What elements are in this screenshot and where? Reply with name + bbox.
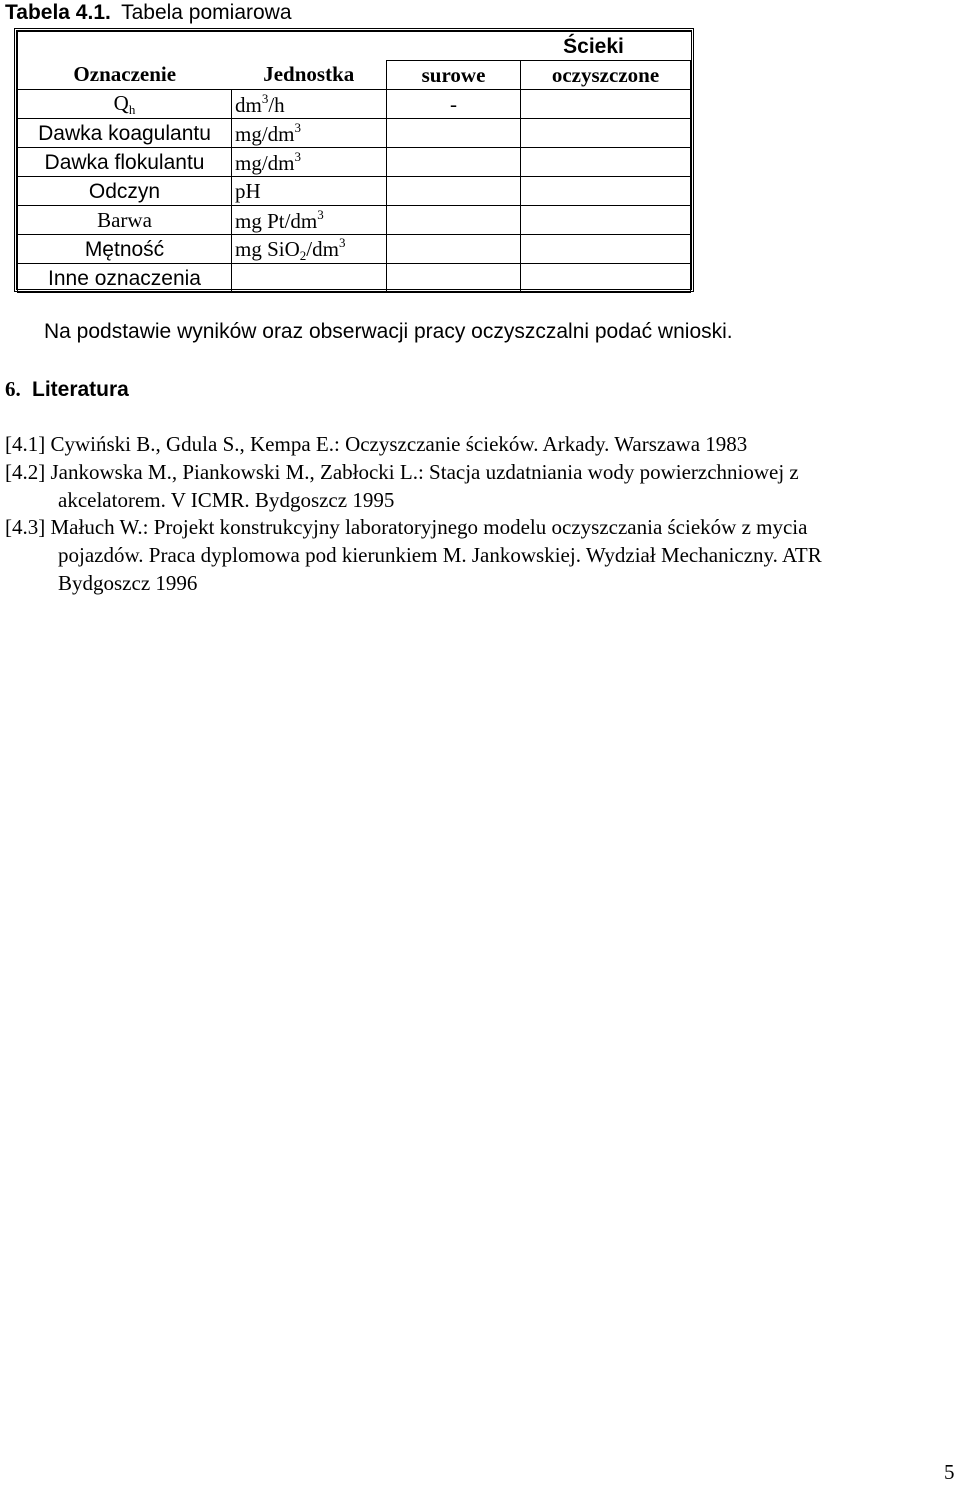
row-surowe [387,206,521,235]
row-unit: $mg/dm^3$ [232,119,387,148]
header-surowe: surowe [387,61,521,90]
row-surowe [387,264,521,293]
row-oczyszczone [521,119,691,148]
row-name: Dawka koagulantu [18,119,232,148]
caption-label: Tabela 4.1. [5,1,111,24]
section-number: 6. [5,377,21,401]
reference-item [5,513,958,597]
reference-id: [4.3] [5,515,46,539]
row-oczyszczone [521,90,691,119]
row-surowe [387,119,521,148]
table-row [18,90,691,119]
header-oznaczenie: Oznaczenie [18,61,232,90]
reference-line: pojazdów. Praca dyplomowa pod kierunkiem M. Jankowskiej. Wydział Mechaniczny. ATR [58,543,822,567]
row-unit: $dm^3/h$ [232,90,387,119]
reference-text: Cywiński B., Gdula S., Kempa E.: Oczyszczanie ścieków. Arkady. Warszawa 1983 [50,432,748,456]
caption-title: Tabela pomiarowa [121,1,292,24]
row-unit: mg $Pt/dm^3$ [232,206,387,235]
row-unit [232,264,387,293]
table-row [18,206,691,235]
conclusion-text: Na podstawie wyników oraz obserwacji pracy oczyszczalni podać wnioski. [44,320,733,343]
row-name: Barwa [18,206,232,235]
reference-item [5,430,958,458]
reference-line: Bydgoszcz 1996 [58,571,198,595]
row-surowe: - [387,90,521,119]
table-row [18,119,691,148]
row-surowe [387,235,521,264]
row-surowe [387,177,521,206]
reference-line [5,458,958,486]
row-oczyszczone [521,148,691,177]
header-jednostka: Jednostka [232,61,387,90]
table-row [18,264,691,293]
measurement-table [14,28,694,292]
reference-item [5,458,958,514]
row-unit: mg $SiO_2/dm^3$ [232,235,387,264]
table-row [18,148,691,177]
row-oczyszczone [521,235,691,264]
row-name: Mętność [18,235,232,264]
row-unit: $mg/dm^3$ [232,148,387,177]
page-number: 5 [944,1460,955,1484]
row-name: $Q_h$ [18,90,232,119]
table-caption [5,0,292,25]
literature-heading [5,377,129,402]
table-row [18,177,691,206]
reference-id: [4.2] [5,460,46,484]
row-name: Dawka flokulantu [18,148,232,177]
reference-line: akcelatorem. V ICMR. Bydgoszcz 1995 [58,488,395,512]
reference-line [5,430,958,458]
row-name: Inne oznaczenia [18,264,232,293]
row-oczyszczone [521,264,691,293]
reference-id: [4.1] [5,432,46,456]
reference-text: Małuch W.: Projekt konstrukcyjny laboratoryjnego modelu oczyszczania ścieków z mycia [50,515,808,539]
row-unit: pH [232,177,387,206]
header-oczyszczone: oczyszczone [521,61,691,90]
table-row [18,235,691,264]
row-surowe [387,148,521,177]
row-oczyszczone [521,177,691,206]
reference-line [5,513,958,541]
row-name: Odczyn [18,177,232,206]
header-scieki [387,32,691,61]
group-header-label: Ścieki [563,34,624,58]
row-oczyszczone [521,206,691,235]
reference-text: Jankowska M., Piankowski M., Zabłocki L.: Stacja uzdatniania wody powierzchniowej z [50,460,799,484]
section-title: Literatura [32,378,129,401]
